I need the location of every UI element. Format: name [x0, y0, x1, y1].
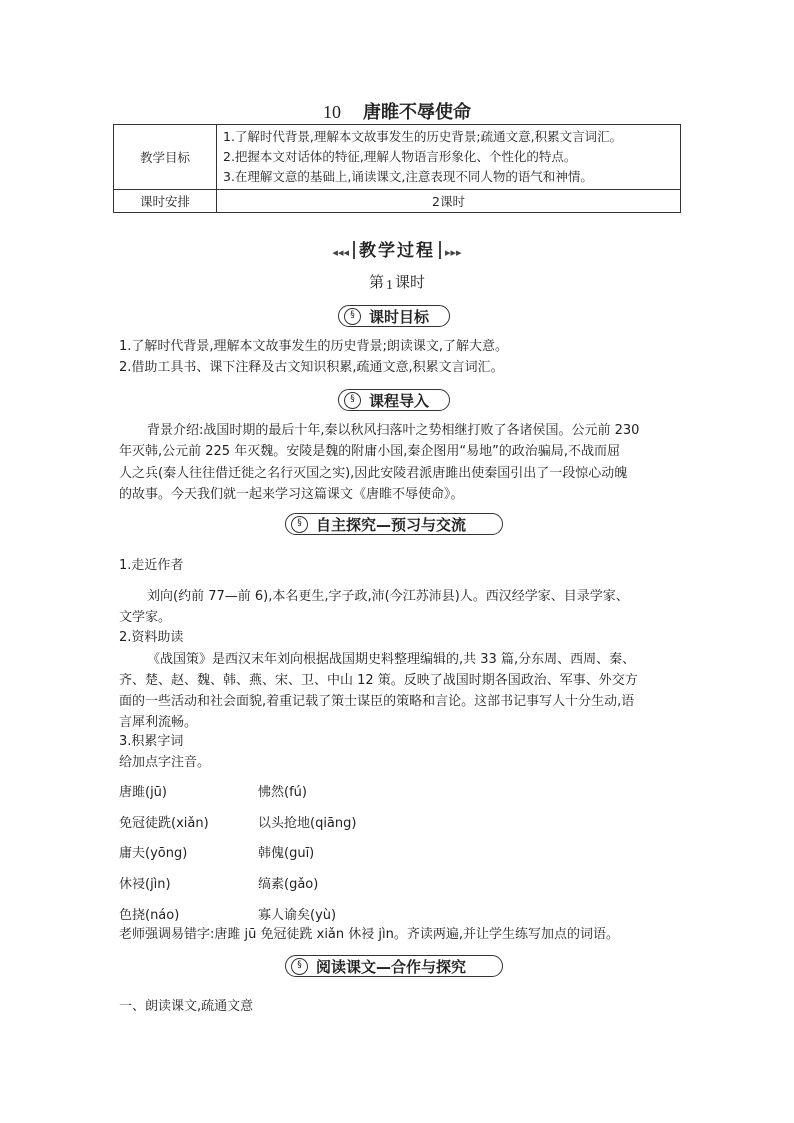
intro-line: 年灭韩,公元前 225 年灭魏。安陵是魏的附庸小国,秦企图用“易地”的政治骗局,不战而屈	[119, 444, 620, 459]
lesson-num: 1	[386, 278, 393, 293]
intro-line: 背景介绍:战国时期的最后十年,秦以秋风扫落叶之势相继打败了各诸侯国。公元前 230	[147, 423, 640, 438]
instruction: 给加点字注音。	[119, 755, 211, 770]
goals-table	[113, 124, 681, 213]
vocab-item: 韩傀(guī)	[258, 846, 315, 861]
goal-item: 3.在理解文意的基础上,诵读课文,注意表现不同人物的语气和神情。	[223, 169, 593, 184]
arrow-right-icon: ▸▸▸	[445, 246, 462, 259]
divider-bar	[353, 241, 355, 259]
book-icon: §	[291, 958, 308, 975]
banner-title: 教学过程	[359, 241, 435, 261]
section-title: 课程导入	[369, 392, 430, 410]
vocab-item: 免冠徒跣(xiǎn)	[119, 816, 209, 831]
lesson-number: 10	[323, 102, 341, 122]
author-line: 文学家。	[119, 610, 172, 625]
author-line: 刘向(约前 77—前 6),本名更生,字子政,沛(今江苏沛县)人。西汉经学家、目录学家、	[147, 589, 629, 604]
reference-line: 言犀利流畅。	[119, 715, 198, 730]
goal-item: 1.了解时代背景,理解本文故事发生的历史背景;朗读课文,了解大意。	[119, 339, 509, 354]
reference-line: 面的一些活动和社会面貌,着重记载了策士谋臣的策略和言论。这部书记事写人十分生动,语	[119, 694, 635, 709]
intro-line: 的故事。今天我们就一起来学习这篇课文《唐睢不辱使命》。	[119, 487, 464, 502]
intro-line: 人之兵(秦人往往借迁徙之名行灭国之实),因此安陵君派唐雎出使秦国引出了一段惊心动魄	[119, 466, 628, 481]
schedule-value: 2课时	[217, 190, 681, 213]
vocab-item: 怫然(fú)	[258, 785, 307, 800]
book-icon: §	[344, 308, 361, 325]
lesson-title	[0, 98, 794, 124]
goals-cell	[217, 125, 681, 190]
vocab-item: 以头抢地(qiāng)	[258, 816, 357, 831]
reference-line: 《战国策》是西汉末年刘向根据战国期史料整理编辑的,共 33 篇,分东周、西周、秦、	[147, 652, 636, 667]
teacher-note: 老师强调易错字:唐雎 jū 免冠徒跣 xiǎn 休祲 jìn。齐读两遍,并让学生练写加点的词语。	[119, 927, 619, 942]
reference-line: 齐、楚、赵、魏、韩、燕、宋、卫、中山 12 策。反映了战国时期各国政治、军事、外交方	[119, 673, 638, 688]
lesson-prefix: 第	[368, 273, 384, 291]
subheading: 2.资料助读	[119, 630, 184, 645]
vocab-item: 缟素(gǎo)	[258, 877, 319, 892]
arrow-left-icon: ◂◂◂	[332, 246, 349, 259]
lesson-title-text: 唐睢不辱使命	[363, 102, 471, 123]
subheading: 1.走近作者	[119, 558, 184, 573]
section-header-intro	[338, 389, 450, 411]
divider-bar	[439, 241, 441, 259]
goal-item: 1.了解时代背景,理解本文故事发生的历史背景;疏通文意,积累文言词汇。	[223, 129, 623, 144]
subheading: 一、朗读课文,疏通文意	[119, 999, 254, 1014]
goal-item: 2.把握本文对话体的特征,理解人物语言形象化、个性化的特点。	[223, 149, 577, 164]
section-header-goals	[338, 305, 450, 327]
section-title: 阅读课文—合作与探究	[316, 958, 467, 976]
goal-item: 2.借助工具书、课下注释及古文知识积累,疏通文意,积累文言词汇。	[119, 360, 504, 375]
section-header-preview	[285, 513, 503, 535]
vocab-item: 寡人谕矣(yù)	[258, 908, 337, 923]
lesson-session	[0, 271, 794, 294]
section-header-reading	[285, 955, 503, 977]
book-icon: §	[344, 392, 361, 409]
vocab-item: 色挠(náo)	[119, 908, 180, 923]
vocab-item: 庸夫(yōng)	[119, 846, 188, 861]
subheading: 3.积累字词	[119, 734, 184, 749]
lesson-suffix: 课时	[395, 273, 426, 291]
schedule-label: 课时安排	[114, 190, 217, 213]
process-banner	[0, 236, 794, 261]
goals-label: 教学目标	[114, 125, 217, 190]
vocab-item: 唐雎(jū)	[119, 785, 167, 800]
section-title: 自主探究—预习与交流	[316, 516, 467, 534]
book-icon: §	[291, 516, 308, 533]
section-title: 课时目标	[369, 308, 430, 326]
vocab-item: 休祲(jìn)	[119, 877, 171, 892]
